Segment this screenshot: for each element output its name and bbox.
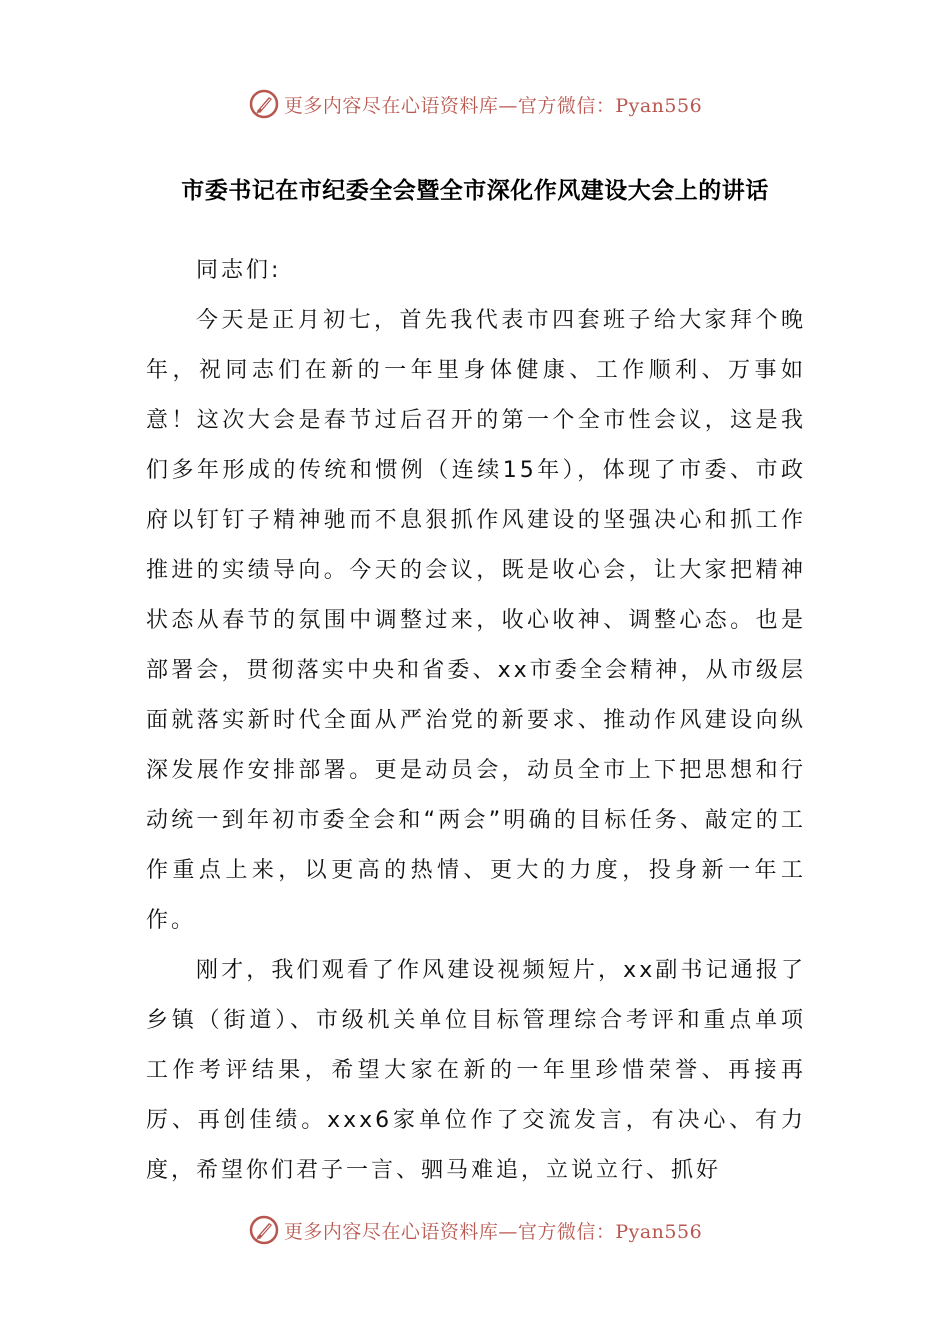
paragraph-2: 刚才，我们观看了作风建设视频短片，xx副书记通报了乡镇（街道）、市级机关单位目标管理综合考评和重点单项工作考评结果，希望大家在新的一年里珍惜荣誉、再接再厉、再创佳绩。xxx6家单位作了交流发言，有决心、有力度，希望你们君子一言、驷马难追，立说立行、抓好 — [146, 958, 806, 1183]
quill-pen-logo-icon — [248, 1214, 280, 1246]
page-title: 市委书记在市纪委全会暨全市深化作风建设大会上的讲话 — [181, 177, 769, 204]
header-banner — [0, 84, 950, 124]
quill-pen-logo-icon — [248, 88, 280, 120]
salutation: 同志们: — [196, 258, 282, 283]
header-banner-text: 更多内容尽在心语资料库—官方微信：Pyan556 — [283, 94, 703, 117]
footer-banner — [0, 1210, 950, 1250]
footer-banner-text: 更多内容尽在心语资料库—官方微信：Pyan556 — [283, 1220, 703, 1243]
document-body — [146, 246, 806, 1196]
paragraph-1: 今天是正月初七，首先我代表市四套班子给大家拜个晚年，祝同志们在新的一年里身体健康、工作顺利、万事如意！这次大会是春节过后召开的第一个全市性会议，这是我们多年形成的传统和惯例（连续15年），体现了市委、市政府以钉钉子精神驰而不息狠抓作风建设的坚强决心和抓工作推进的实绩导向。今天的会议，既是收心会，让大家把精神状态从春节的氛围中调整过来，收心收神、调整心态。也是部署会，贯彻落实中央和省委、xx市委全会精神，从市级层面就落实新时代全面从严治党的新要求、推动作风建设向纵深发展作安排部署。更是动员会，动员全市上下把思想和行动统一到年初市委全会和“两会”明确的目标任务、敲定的工作重点上来，以更高的热情、更大的力度，投身新一年工作。 — [146, 308, 806, 933]
